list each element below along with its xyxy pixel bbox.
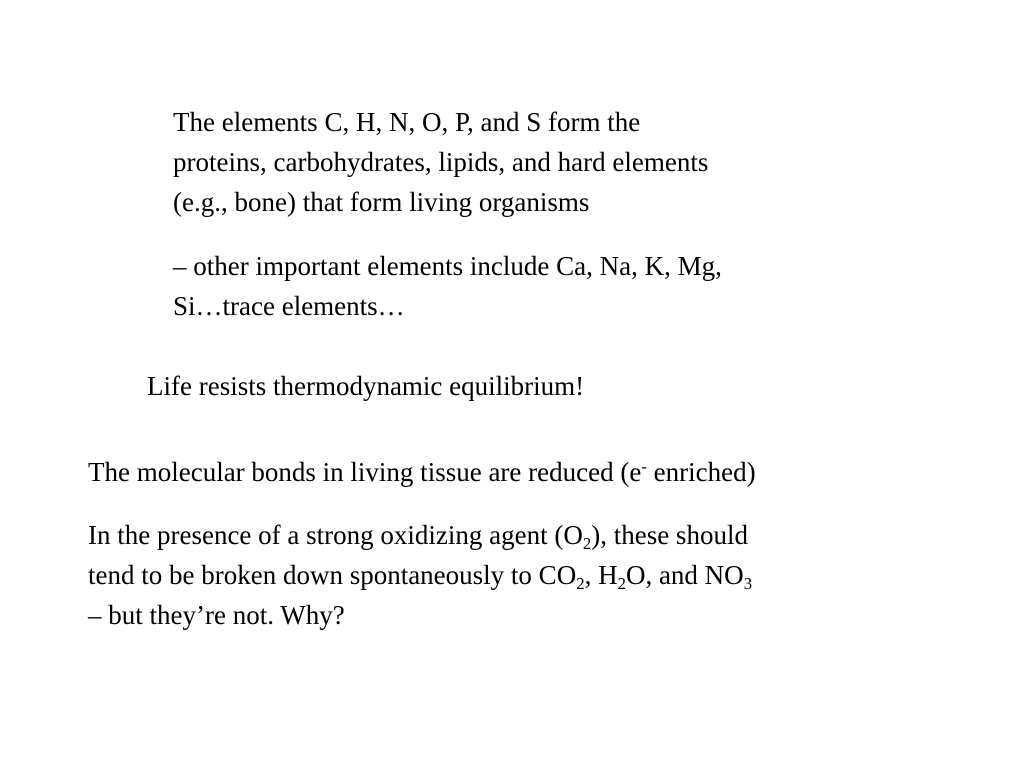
text-run: The molecular bonds in living tissue are reduced (e — [88, 457, 642, 487]
text-run: tend to be broken down spontaneously to CO — [88, 560, 577, 590]
text-line: proteins, carbohydrates, lipids, and hard elements — [173, 147, 709, 177]
text-line: – other important elements include Ca, Na, K, Mg, — [173, 251, 722, 281]
text-line: The elements C, H, N, O, P, and S form the — [173, 107, 641, 137]
text-line: Life resists thermodynamic equilibrium! — [147, 371, 585, 401]
text-line — [88, 555, 752, 595]
paragraph-thermodynamic-statement — [147, 366, 584, 406]
paragraph-reduced-bonds — [88, 452, 756, 492]
subscript: 3 — [743, 574, 753, 594]
paragraph-elements-intro — [173, 102, 708, 222]
text-line — [88, 452, 756, 492]
paragraph-oxidation-question — [88, 515, 752, 635]
text-line: (e.g., bone) that form living organisms — [173, 187, 590, 217]
text-run: O, and NO — [625, 560, 744, 590]
text-run: , H — [584, 560, 618, 590]
text-line: – but they’re not. Why? — [88, 600, 345, 630]
subscript: 2 — [617, 574, 626, 594]
text-run: In the presence of a strong oxidizing agent (O — [88, 520, 583, 550]
subscript: 2 — [582, 534, 592, 554]
superscript-charge: - — [641, 456, 647, 476]
text-line — [88, 515, 752, 555]
text-line: Si…trace elements… — [173, 291, 405, 321]
paragraph-other-elements — [173, 246, 722, 326]
subscript: 2 — [576, 574, 585, 594]
text-run: ), these should — [591, 520, 748, 550]
text-run: enriched) — [646, 457, 756, 487]
